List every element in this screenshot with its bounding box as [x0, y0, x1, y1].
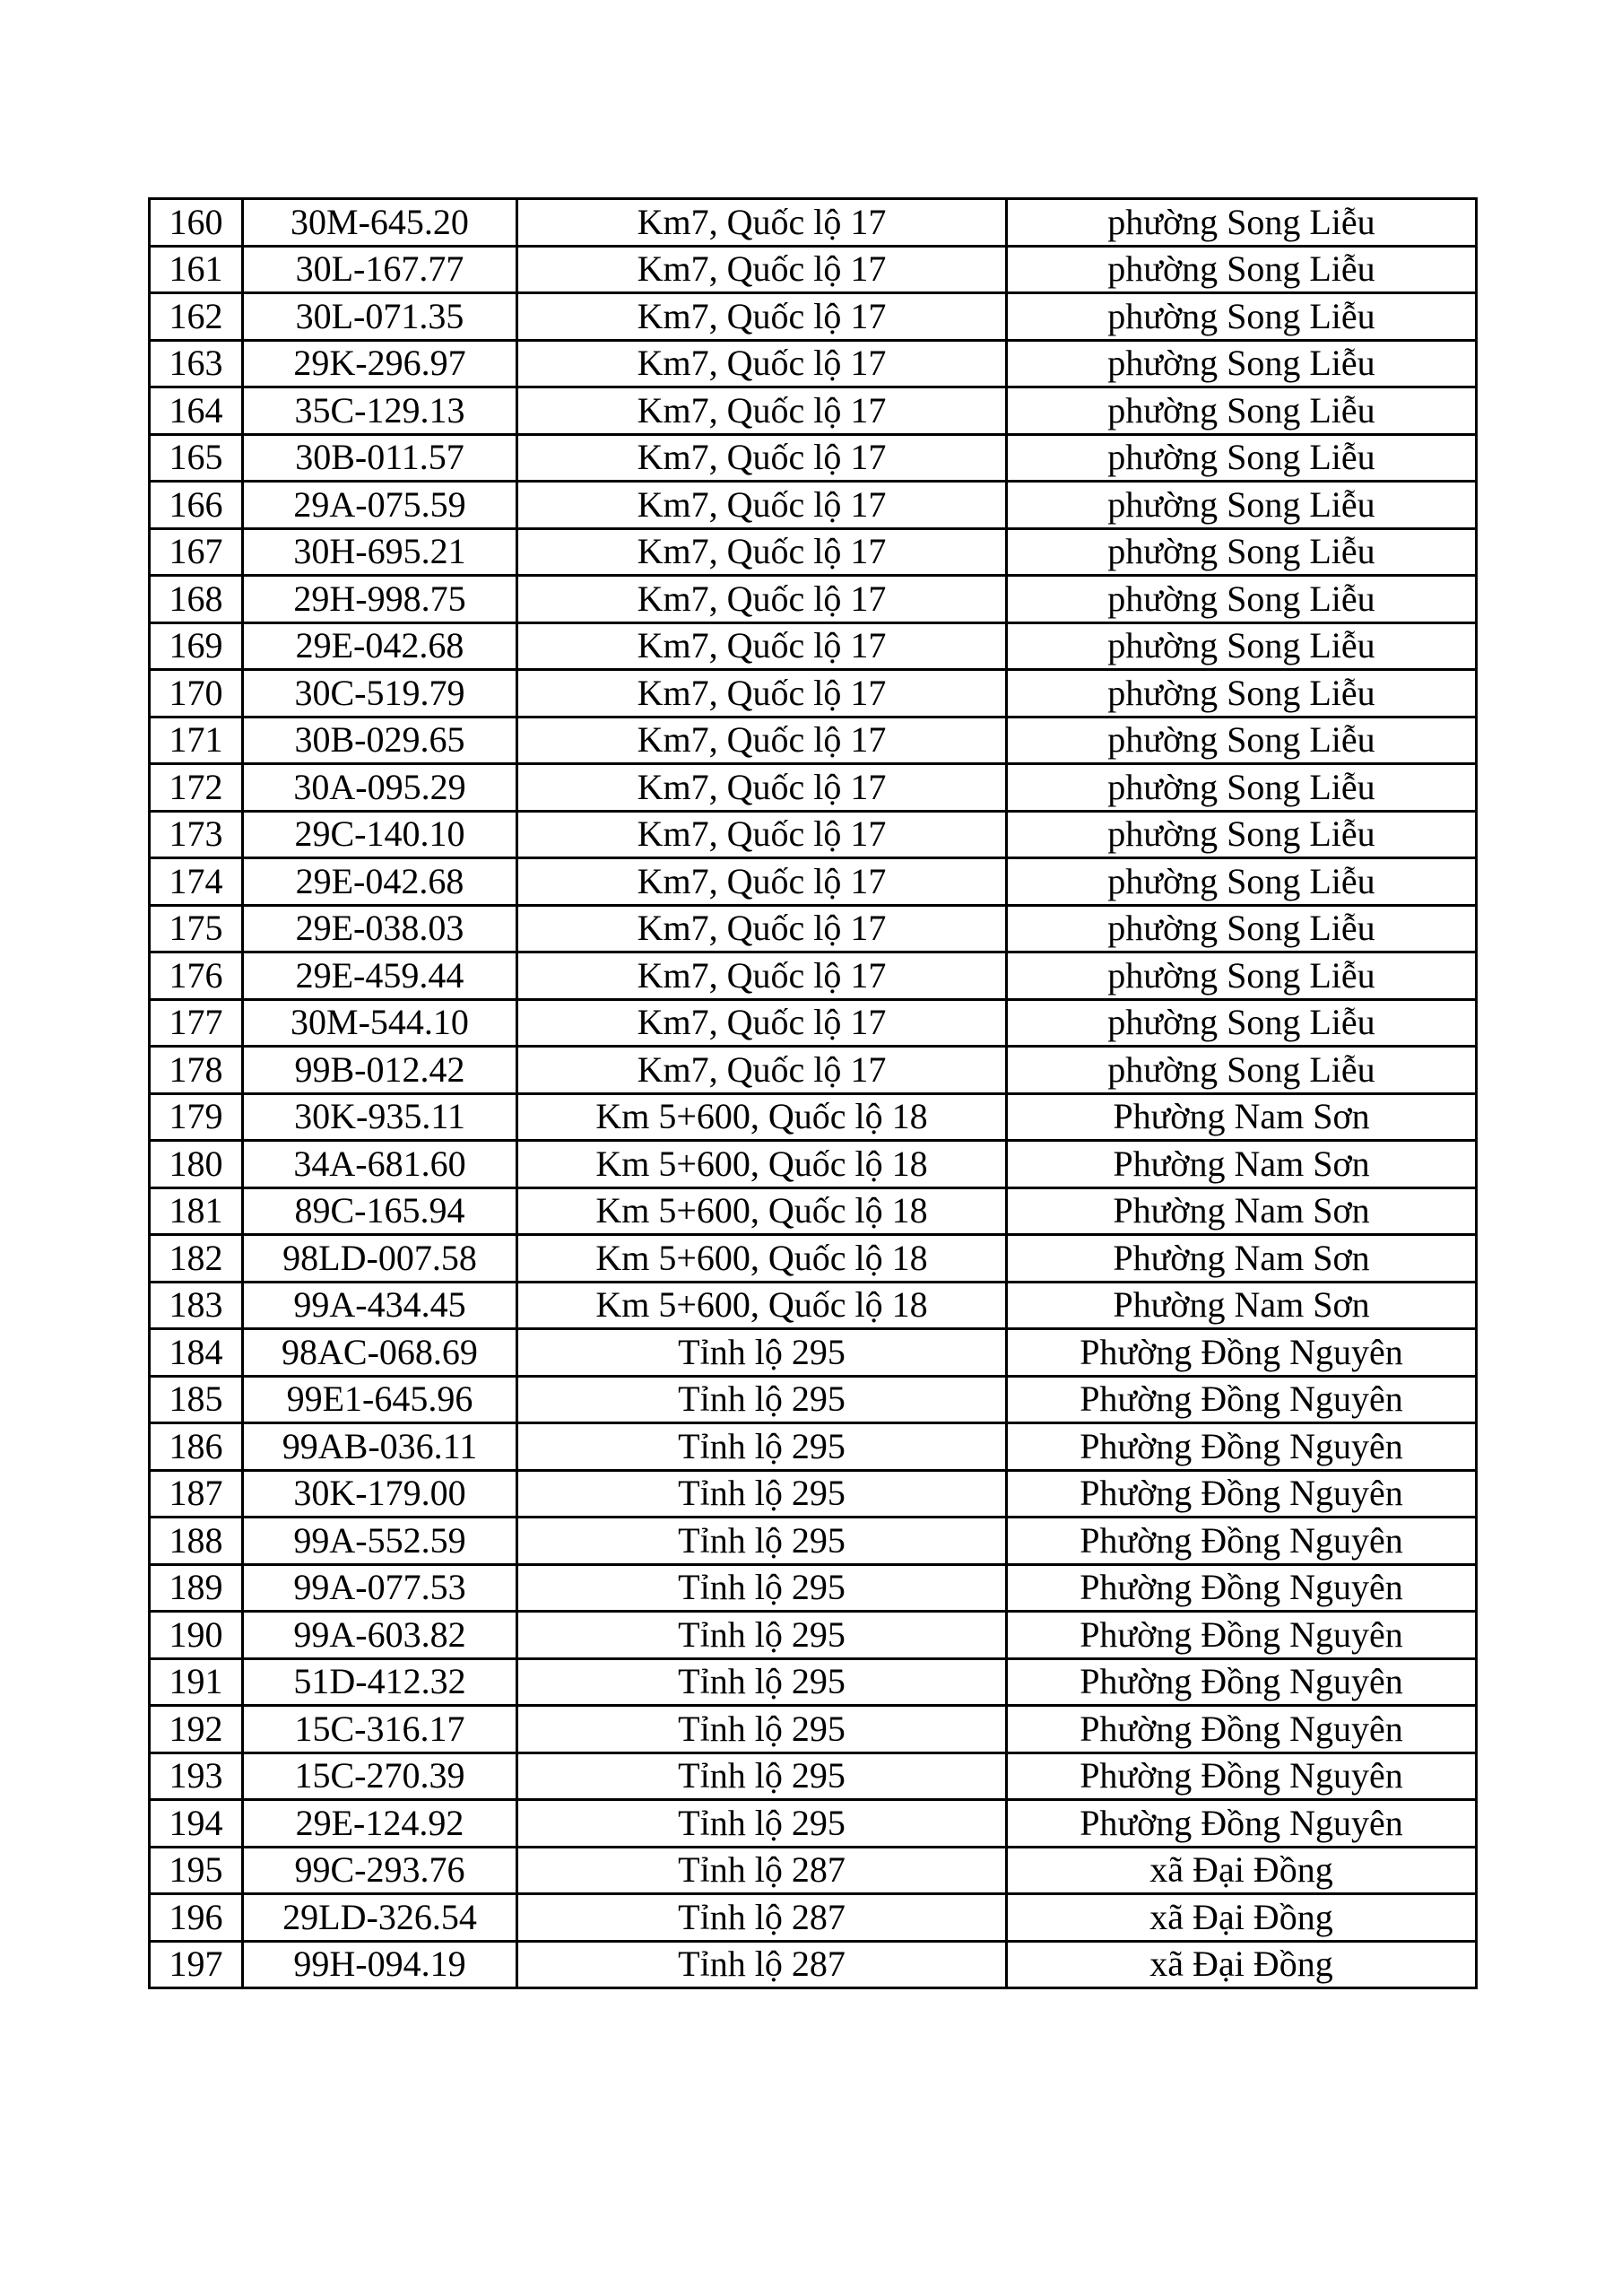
- ward-cell: Phường Nam Sơn: [1007, 1187, 1477, 1235]
- license-plate-cell: 29K-296.97: [243, 340, 517, 387]
- location-cell: Km7, Quốc lộ 17: [517, 622, 1007, 670]
- ward-cell: xã Đại Đồng: [1007, 1894, 1477, 1942]
- table-row: [150, 1752, 1477, 1800]
- location-cell: Km 5+600, Quốc lộ 18: [517, 1187, 1007, 1235]
- row-number-cell: 189: [150, 1564, 243, 1612]
- license-plate-cell: 29C-140.10: [243, 811, 517, 858]
- ward-cell: Phường Đồng Nguyên: [1007, 1612, 1477, 1659]
- row-number-cell: 187: [150, 1470, 243, 1518]
- license-plate-cell: 99C-293.76: [243, 1847, 517, 1894]
- row-number-cell: 169: [150, 622, 243, 670]
- license-plate-cell: 51D-412.32: [243, 1658, 517, 1706]
- license-plate-cell: 29E-042.68: [243, 622, 517, 670]
- license-plate-cell: 99A-434.45: [243, 1282, 517, 1329]
- table-row: [150, 717, 1477, 764]
- row-number-cell: 188: [150, 1518, 243, 1565]
- license-plate-cell: 99A-552.59: [243, 1518, 517, 1565]
- table-body: [150, 199, 1477, 1988]
- license-plate-cell: 35C-129.13: [243, 387, 517, 435]
- location-cell: Tỉnh lộ 295: [517, 1706, 1007, 1753]
- location-cell: Tỉnh lộ 295: [517, 1376, 1007, 1423]
- license-plate-cell: 30K-179.00: [243, 1470, 517, 1518]
- license-plate-cell: 30K-935.11: [243, 1093, 517, 1141]
- table-row: [150, 1093, 1477, 1141]
- document-page: [148, 197, 1475, 1989]
- table-row: [150, 1423, 1477, 1471]
- row-number-cell: 186: [150, 1423, 243, 1471]
- license-plate-cell: 30A-095.29: [243, 764, 517, 812]
- ward-cell: Phường Đồng Nguyên: [1007, 1800, 1477, 1848]
- row-number-cell: 183: [150, 1282, 243, 1329]
- ward-cell: phường Song Liễu: [1007, 622, 1477, 670]
- table-row: [150, 670, 1477, 718]
- row-number-cell: 167: [150, 528, 243, 576]
- row-number-cell: 171: [150, 717, 243, 764]
- ward-cell: Phường Nam Sơn: [1007, 1141, 1477, 1188]
- ward-cell: phường Song Liễu: [1007, 199, 1477, 247]
- row-number-cell: 163: [150, 340, 243, 387]
- row-number-cell: 165: [150, 434, 243, 482]
- location-cell: Km7, Quốc lộ 17: [517, 576, 1007, 623]
- ward-cell: Phường Nam Sơn: [1007, 1235, 1477, 1283]
- row-number-cell: 185: [150, 1376, 243, 1423]
- ward-cell: Phường Đồng Nguyên: [1007, 1658, 1477, 1706]
- ward-cell: Phường Đồng Nguyên: [1007, 1376, 1477, 1423]
- row-number-cell: 181: [150, 1187, 243, 1235]
- table-row: [150, 1894, 1477, 1942]
- row-number-cell: 191: [150, 1658, 243, 1706]
- location-cell: Km7, Quốc lộ 17: [517, 811, 1007, 858]
- table-row: [150, 528, 1477, 576]
- ward-cell: phường Song Liễu: [1007, 576, 1477, 623]
- license-plate-cell: 98LD-007.58: [243, 1235, 517, 1283]
- location-cell: Km7, Quốc lộ 17: [517, 764, 1007, 812]
- location-cell: Km7, Quốc lộ 17: [517, 1047, 1007, 1094]
- row-number-cell: 177: [150, 999, 243, 1047]
- ward-cell: phường Song Liễu: [1007, 999, 1477, 1047]
- ward-cell: phường Song Liễu: [1007, 434, 1477, 482]
- ward-cell: Phường Đồng Nguyên: [1007, 1470, 1477, 1518]
- row-number-cell: 184: [150, 1329, 243, 1377]
- row-number-cell: 194: [150, 1800, 243, 1848]
- table-row: [150, 1047, 1477, 1094]
- location-cell: Km7, Quốc lộ 17: [517, 670, 1007, 718]
- row-number-cell: 172: [150, 764, 243, 812]
- table-row: [150, 1187, 1477, 1235]
- row-number-cell: 170: [150, 670, 243, 718]
- license-plate-cell: 30L-071.35: [243, 293, 517, 341]
- ward-cell: Phường Đồng Nguyên: [1007, 1706, 1477, 1753]
- license-plate-cell: 99E1-645.96: [243, 1376, 517, 1423]
- license-plate-cell: 30B-029.65: [243, 717, 517, 764]
- ward-cell: Phường Đồng Nguyên: [1007, 1518, 1477, 1565]
- row-number-cell: 182: [150, 1235, 243, 1283]
- table-row: [150, 811, 1477, 858]
- location-cell: Tỉnh lộ 295: [517, 1800, 1007, 1848]
- row-number-cell: 197: [150, 1941, 243, 1988]
- license-plate-cell: 30H-695.21: [243, 528, 517, 576]
- license-plate-cell: 99A-077.53: [243, 1564, 517, 1612]
- location-cell: Km7, Quốc lộ 17: [517, 434, 1007, 482]
- row-number-cell: 196: [150, 1894, 243, 1942]
- location-cell: Km 5+600, Quốc lộ 18: [517, 1141, 1007, 1188]
- row-number-cell: 180: [150, 1141, 243, 1188]
- ward-cell: phường Song Liễu: [1007, 858, 1477, 906]
- license-plate-cell: 29E-124.92: [243, 1800, 517, 1848]
- ward-cell: phường Song Liễu: [1007, 764, 1477, 812]
- table-row: [150, 1800, 1477, 1848]
- row-number-cell: 174: [150, 858, 243, 906]
- license-plate-cell: 30M-544.10: [243, 999, 517, 1047]
- table-row: [150, 1658, 1477, 1706]
- ward-cell: phường Song Liễu: [1007, 528, 1477, 576]
- table-row: [150, 1470, 1477, 1518]
- table-row: [150, 387, 1477, 435]
- license-plate-cell: 99H-094.19: [243, 1941, 517, 1988]
- location-cell: Km7, Quốc lộ 17: [517, 717, 1007, 764]
- license-plate-cell: 98AC-068.69: [243, 1329, 517, 1377]
- table-row: [150, 482, 1477, 529]
- ward-cell: xã Đại Đồng: [1007, 1847, 1477, 1894]
- location-cell: Km7, Quốc lộ 17: [517, 482, 1007, 529]
- ward-cell: Phường Đồng Nguyên: [1007, 1752, 1477, 1800]
- table-row: [150, 340, 1477, 387]
- license-plate-cell: 29H-998.75: [243, 576, 517, 623]
- ward-cell: Phường Nam Sơn: [1007, 1282, 1477, 1329]
- table-row: [150, 1564, 1477, 1612]
- ward-cell: phường Song Liễu: [1007, 670, 1477, 718]
- location-cell: Km7, Quốc lộ 17: [517, 199, 1007, 247]
- location-cell: Tỉnh lộ 295: [517, 1752, 1007, 1800]
- location-cell: Tỉnh lộ 287: [517, 1941, 1007, 1988]
- table-row: [150, 1941, 1477, 1988]
- ward-cell: phường Song Liễu: [1007, 340, 1477, 387]
- table-row: [150, 1847, 1477, 1894]
- row-number-cell: 160: [150, 199, 243, 247]
- location-cell: Km7, Quốc lộ 17: [517, 858, 1007, 906]
- location-cell: Km 5+600, Quốc lộ 18: [517, 1235, 1007, 1283]
- license-plate-cell: 30B-011.57: [243, 434, 517, 482]
- location-cell: Km7, Quốc lộ 17: [517, 246, 1007, 293]
- location-cell: Km7, Quốc lộ 17: [517, 293, 1007, 341]
- ward-cell: phường Song Liễu: [1007, 387, 1477, 435]
- license-plate-cell: 29E-459.44: [243, 952, 517, 1000]
- ward-cell: phường Song Liễu: [1007, 717, 1477, 764]
- license-plate-cell: 99AB-036.11: [243, 1423, 517, 1471]
- row-number-cell: 168: [150, 576, 243, 623]
- table-row: [150, 246, 1477, 293]
- license-plate-cell: 30L-167.77: [243, 246, 517, 293]
- license-plate-cell: 30C-519.79: [243, 670, 517, 718]
- table-row: [150, 293, 1477, 341]
- row-number-cell: 164: [150, 387, 243, 435]
- location-cell: Tỉnh lộ 295: [517, 1423, 1007, 1471]
- table-row: [150, 999, 1477, 1047]
- table-row: [150, 576, 1477, 623]
- ward-cell: phường Song Liễu: [1007, 905, 1477, 952]
- row-number-cell: 162: [150, 293, 243, 341]
- table-row: [150, 1329, 1477, 1377]
- row-number-cell: 190: [150, 1612, 243, 1659]
- row-number-cell: 193: [150, 1752, 243, 1800]
- location-cell: Km7, Quốc lộ 17: [517, 952, 1007, 1000]
- row-number-cell: 161: [150, 246, 243, 293]
- license-plate-cell: 15C-270.39: [243, 1752, 517, 1800]
- license-plate-cell: 29E-038.03: [243, 905, 517, 952]
- ward-cell: phường Song Liễu: [1007, 482, 1477, 529]
- row-number-cell: 176: [150, 952, 243, 1000]
- table-row: [150, 1612, 1477, 1659]
- location-cell: Km7, Quốc lộ 17: [517, 905, 1007, 952]
- location-cell: Tỉnh lộ 287: [517, 1847, 1007, 1894]
- license-plate-cell: 99A-603.82: [243, 1612, 517, 1659]
- table-row: [150, 1376, 1477, 1423]
- location-cell: Tỉnh lộ 295: [517, 1658, 1007, 1706]
- location-cell: Km7, Quốc lộ 17: [517, 340, 1007, 387]
- row-number-cell: 166: [150, 482, 243, 529]
- location-cell: Tỉnh lộ 295: [517, 1612, 1007, 1659]
- ward-cell: phường Song Liễu: [1007, 811, 1477, 858]
- row-number-cell: 195: [150, 1847, 243, 1894]
- table-row: [150, 1706, 1477, 1753]
- location-cell: Tỉnh lộ 295: [517, 1518, 1007, 1565]
- table-row: [150, 1141, 1477, 1188]
- location-cell: Km 5+600, Quốc lộ 18: [517, 1282, 1007, 1329]
- location-cell: Tỉnh lộ 295: [517, 1329, 1007, 1377]
- location-cell: Km7, Quốc lộ 17: [517, 528, 1007, 576]
- ward-cell: Phường Nam Sơn: [1007, 1093, 1477, 1141]
- license-plate-cell: 29LD-326.54: [243, 1894, 517, 1942]
- table-row: [150, 858, 1477, 906]
- license-plate-cell: 89C-165.94: [243, 1187, 517, 1235]
- ward-cell: Phường Đồng Nguyên: [1007, 1564, 1477, 1612]
- table-row: [150, 622, 1477, 670]
- table-row: [150, 1235, 1477, 1283]
- location-cell: Tỉnh lộ 295: [517, 1564, 1007, 1612]
- row-number-cell: 173: [150, 811, 243, 858]
- ward-cell: Phường Đồng Nguyên: [1007, 1423, 1477, 1471]
- license-plate-cell: 30M-645.20: [243, 199, 517, 247]
- license-plate-cell: 15C-316.17: [243, 1706, 517, 1753]
- ward-cell: xã Đại Đồng: [1007, 1941, 1477, 1988]
- location-cell: Tỉnh lộ 287: [517, 1894, 1007, 1942]
- ward-cell: phường Song Liễu: [1007, 1047, 1477, 1094]
- location-cell: Km 5+600, Quốc lộ 18: [517, 1093, 1007, 1141]
- license-plate-cell: 99B-012.42: [243, 1047, 517, 1094]
- table-row: [150, 1282, 1477, 1329]
- ward-cell: phường Song Liễu: [1007, 293, 1477, 341]
- table-row: [150, 905, 1477, 952]
- violation-table: [148, 197, 1478, 1989]
- row-number-cell: 179: [150, 1093, 243, 1141]
- table-row: [150, 764, 1477, 812]
- location-cell: Km7, Quốc lộ 17: [517, 999, 1007, 1047]
- ward-cell: phường Song Liễu: [1007, 246, 1477, 293]
- ward-cell: phường Song Liễu: [1007, 952, 1477, 1000]
- license-plate-cell: 29E-042.68: [243, 858, 517, 906]
- table-row: [150, 952, 1477, 1000]
- license-plate-cell: 29A-075.59: [243, 482, 517, 529]
- license-plate-cell: 34A-681.60: [243, 1141, 517, 1188]
- table-row: [150, 434, 1477, 482]
- location-cell: Km7, Quốc lộ 17: [517, 387, 1007, 435]
- ward-cell: Phường Đồng Nguyên: [1007, 1329, 1477, 1377]
- location-cell: Tỉnh lộ 295: [517, 1470, 1007, 1518]
- row-number-cell: 175: [150, 905, 243, 952]
- row-number-cell: 178: [150, 1047, 243, 1094]
- row-number-cell: 192: [150, 1706, 243, 1753]
- table-row: [150, 199, 1477, 247]
- table-row: [150, 1518, 1477, 1565]
